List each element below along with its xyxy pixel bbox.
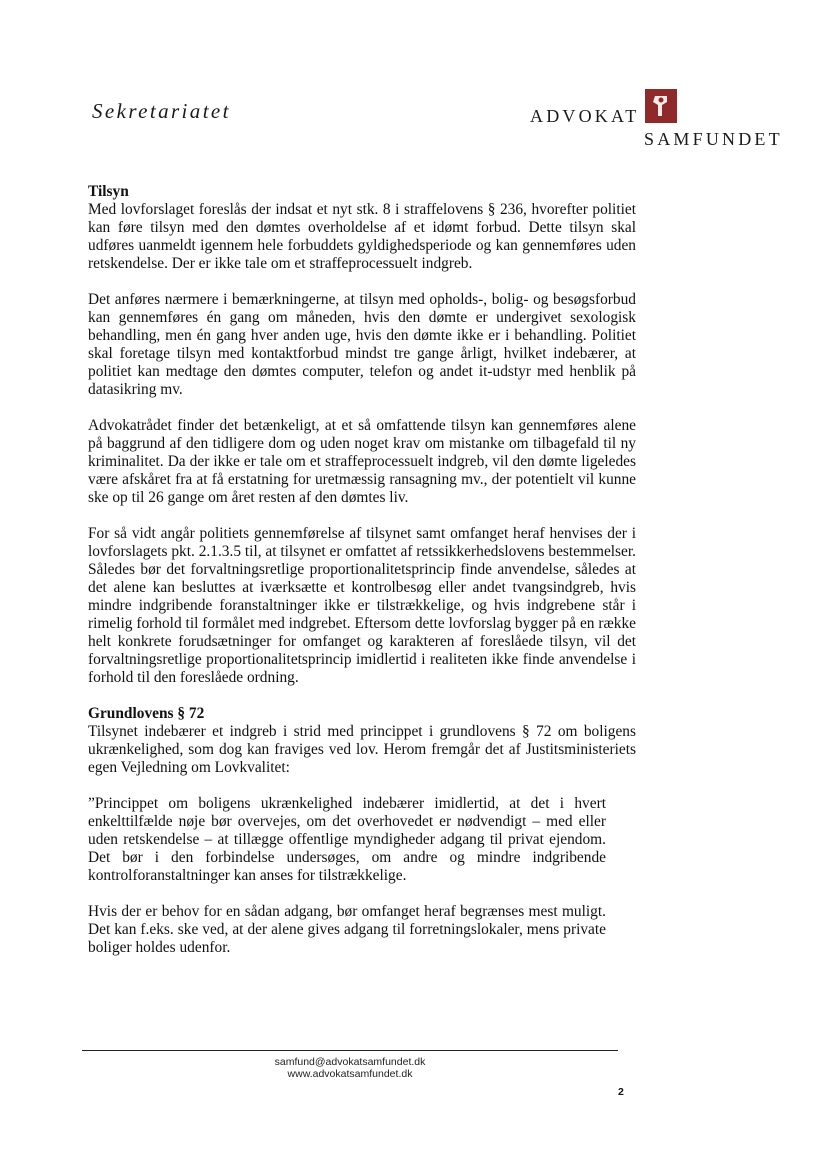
section-heading-tilsyn: Tilsyn — [88, 183, 129, 200]
advokatsamfundet-logo — [530, 88, 790, 158]
paragraph: For så vidt angår politiets gennemførelse af tilsynet samt omfanget heraf henvises der i lovforslagets pkt. 2.1.3.5 til, at tilsynet er omfattet af retssikkerhedslovens bestemmelser. Således bør det forvaltningsretlige proportionalitetsprincip finde anvendelse, således at det alene kan besluttes at iværksætte et kontrolbesøg eller andet tvangsindgreb, hvis mindre indgribende foranstaltninger ikke er tilstrækkelige, og hvis indgrebene står i rimelig forhold til formålet med indgrebet. Eftersom dette lovforslag bygger på en række helt konkrete forudsætninger for omfanget og karakteren af foreslåede tilsyn, vil det forvaltningsretlige proportionalitetsprincip imidlertid i realiteten ikke finde anvendelse i forhold til den foreslåede ordning. — [88, 525, 636, 686]
paragraph: Advokatrådet finder det betænkeligt, at et så omfattende tilsyn kan gennemføres alene på baggrund af den tidligere dom og uden noget krav om mistanke om tilbagefald til ny kriminalitet. Da der ikke er tale om et straffeprocessuelt indgreb, vil den dømte ligeledes være afskåret fra at få erstatning for uretmæssig ransagning mv., der potentielt vil kunne ske op til 26 gange om året resten af den dømtes liv. — [88, 417, 636, 506]
footer-website: www.advokatsamfundet.dk — [287, 1068, 413, 1080]
logo-text-samfundet: SAMFUNDET — [644, 129, 783, 149]
paragraph: Med lovforslaget foreslås der indsat et nyt stk. 8 i straffelovens § 236, hvorefter politiet kan føre tilsyn med den dømtes overholdelse af et idømt forbud. Dette tilsyn skal udføres uanmeldt igennem hele forbuddets gyldighedsperiode og kan gennemføres uden retskendelse. Der er ikke tale om et straffeprocessuelt indgreb. — [88, 201, 636, 272]
footer-email: samfund@advokatsamfundet.dk — [274, 1056, 426, 1068]
footer-divider — [82, 1050, 618, 1051]
paragraph: Det anføres nærmere i bemærkningerne, at tilsyn med opholds-, bolig- og besøgsforbud kan gennemføres én gang om måneden, hvis den dømte er undergivet sexologisk behandling, men én gang hver anden uge, hvis den dømte ikke er i behandling. Politiet skal foretage tilsyn med kontaktforbud mindst tre gange årligt, hvilket indebærer, at politiet kan medtage den dømtes computer, telefon og andet it-udstyr med henblik på datasikring mv. — [88, 291, 636, 398]
footer-contact — [82, 1056, 618, 1080]
section-heading-grundlov: Grundlovens § 72 — [88, 705, 205, 722]
block-quote: ”Princippet om boligens ukrænkelighed indebærer imidlertid, at det i hvert enkelttilfælde nøje bør overvejes, om det overhovedet er nødvendigt – med eller uden retskendelse – at tillægge offentlige myndigheder adgang til privat ejendom. Det bør i den forbindelse undersøges, om andre og mindre indgribende kontrolforanstaltninger kan anses for tilstrækkelige. — [88, 795, 606, 884]
logo-text-advokat: ADVOKAT — [530, 106, 640, 126]
paragraph: Tilsynet indebærer et indgreb i strid med princippet i grundlovens § 72 om boligens ukrænkelighed, som dog kan fraviges ved lov. Herom fremgår det af Justitsministeriets egen Vejledning om Lovkvalitet: — [88, 723, 636, 776]
block-quote: Hvis der er behov for en sådan adgang, bør omfanget heraf begrænses mest muligt. Det kan f.eks. ske ved, at der alene gives adgang til forretningslokaler, mens private boliger holdes udenfor. — [88, 903, 606, 956]
logo-emblem-icon — [645, 89, 677, 123]
department-name: Sekretariatet — [92, 99, 231, 123]
page-number: 2 — [618, 1086, 624, 1098]
letter-body — [88, 183, 636, 957]
